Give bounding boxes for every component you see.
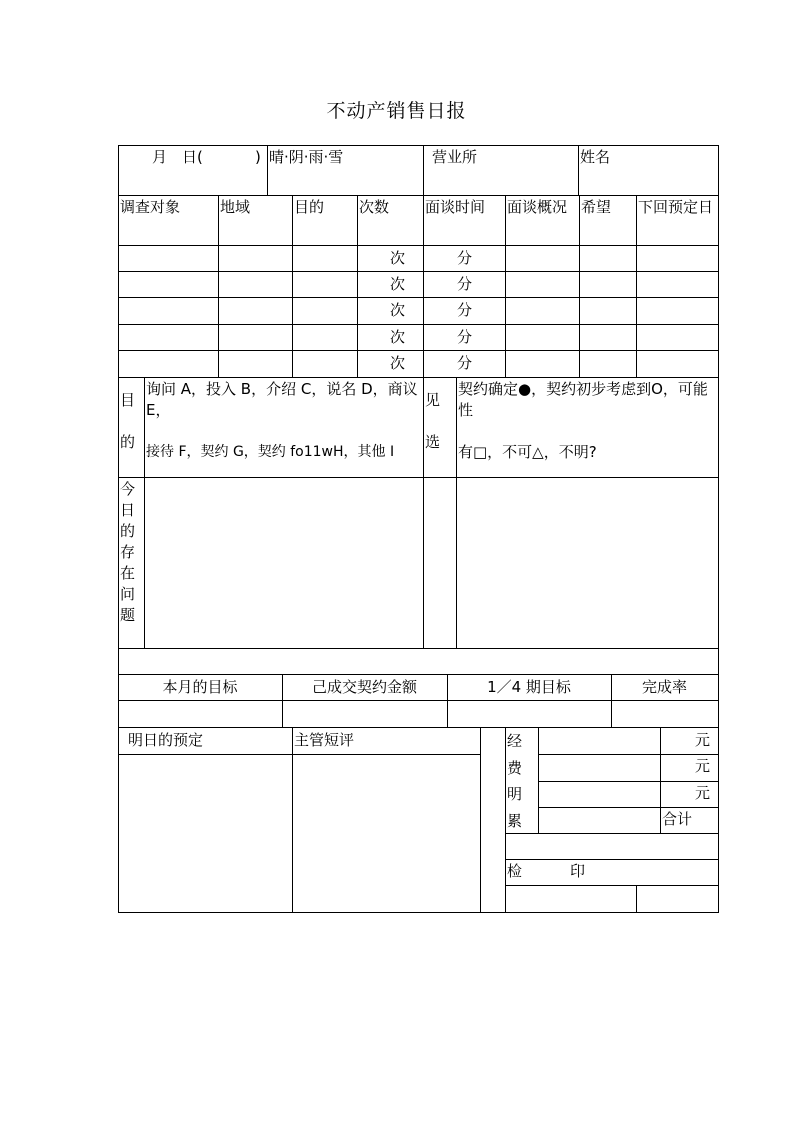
date-close-paren: ) [255,148,261,166]
times-unit: 次 [390,301,406,319]
outlook-label [425,379,443,463]
column-header: 地域 [220,198,251,216]
purpose-label [120,379,138,463]
minutes-unit: 分 [457,328,473,346]
times-unit: 次 [390,249,406,267]
times-unit: 次 [390,275,406,293]
issues-label: 今日的存在问题 [120,480,136,624]
monthly-target-label: 本月的目标 [162,678,238,696]
minutes-unit: 分 [457,249,473,267]
date-label: 月 日( [152,148,203,166]
name-label: 姓名 [580,148,611,166]
column-header: 调查对象 [120,198,181,216]
outlook-codes-line2: 有□，不可△，不明? [458,443,597,461]
column-header: 面谈时间 [425,198,486,216]
completion-rate-label: 完成率 [641,678,687,696]
minutes-unit: 分 [457,301,473,319]
quarter-target-label: 1／4 期目标 [487,678,571,696]
page-title: 不动产销售日报 [326,100,467,122]
yuan-unit: 元 [694,731,710,749]
total-label: 合计 [662,810,693,828]
column-header: 面谈概况 [507,198,568,216]
times-unit: 次 [390,328,406,346]
minutes-unit: 分 [457,275,473,293]
outlook-codes-line1: 契约确定●，契约初步考虑到O，可能性 [458,380,708,419]
purpose-codes-line2: 接待 F，契约 G，契约 fo11wH，其他 I [146,444,395,460]
column-header: 目的 [294,198,325,216]
column-header: 次数 [359,198,390,216]
outlook-label-text: 见选 [425,391,441,451]
stamp-label: 印 [570,862,586,880]
contract-amount-label: 己成交契约金额 [311,678,417,696]
column-header: 下回预定日 [638,198,714,216]
purpose-label-text: 目的 [120,391,136,451]
times-unit: 次 [390,354,406,372]
sales-office-label: 营业所 [432,148,478,166]
weather-options: 晴·阴·雨·雪 [269,148,344,166]
expense-label: 经费明累 [507,732,523,830]
yuan-unit: 元 [694,757,710,775]
supervisor-comment-label: 主管短评 [294,731,355,749]
purpose-codes-line1: 询问 A，投入 B，介绍 C，说名 D，商议 E， [146,380,418,419]
tomorrow-plan-label: 明日的预定 [128,731,204,749]
yuan-unit: 元 [694,784,710,802]
minutes-unit: 分 [457,354,473,372]
inspect-label: 检 [507,862,523,880]
column-header: 希望 [581,198,612,216]
